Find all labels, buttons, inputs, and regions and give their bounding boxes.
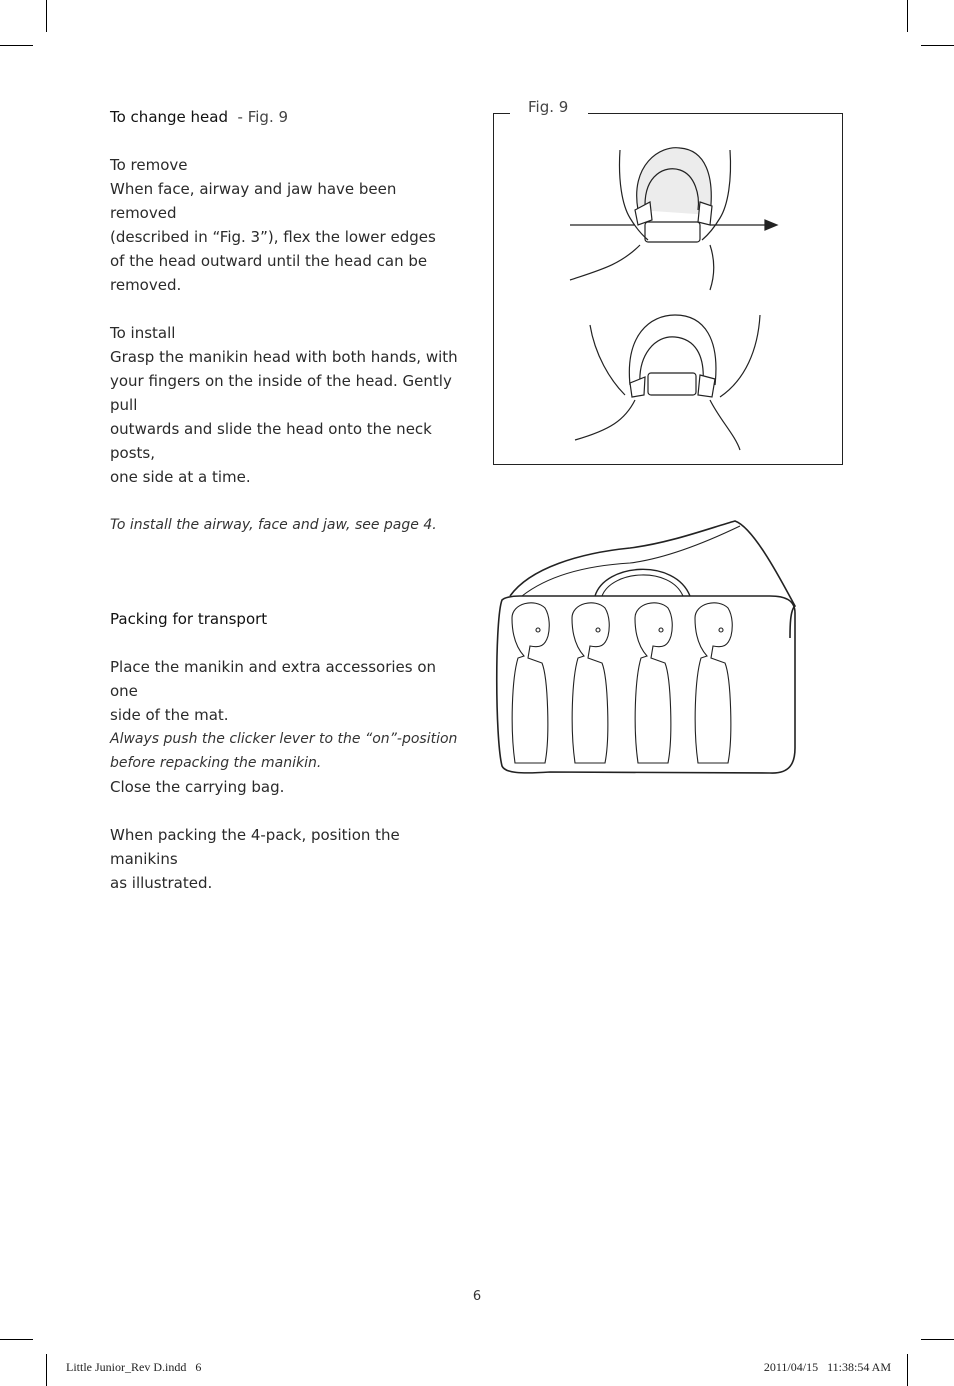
remove-line: of the head outward until the head can be (110, 252, 428, 270)
section-title: To change head (110, 108, 228, 126)
transport-section (110, 607, 460, 895)
transport-heading (110, 607, 460, 631)
transport-title: Packing for transport (110, 610, 268, 628)
crop-mark (0, 45, 33, 46)
transport-line: side of the mat. (110, 706, 229, 724)
pack-line: When packing the 4-pack, position the manikins (110, 826, 400, 868)
remove-line: removed. (110, 276, 182, 294)
install-note: To install the airway, face and jaw, see page 4. (110, 517, 437, 533)
crop-mark (0, 1339, 33, 1340)
crop-mark (907, 1354, 908, 1386)
transport-close-line: Close the carrying bag. (110, 778, 285, 796)
crop-mark (921, 1339, 954, 1340)
change-head-section (110, 105, 460, 537)
transport-line: Place the manikin and extra accessories on one (110, 658, 437, 700)
slug-timestamp: 2011/04/15 11:38:54 AM (763, 1360, 891, 1374)
remove-heading: To remove (110, 156, 188, 174)
pack-line: as illustrated. (110, 874, 213, 892)
transport-italic-line: before repacking the manikin. (110, 755, 322, 771)
four-pack-bag-illustration (490, 518, 802, 780)
head-install-illustration (570, 305, 780, 455)
remove-line: When face, airway and jaw have been removed (110, 180, 397, 222)
remove-line: (described in “Fig. 3”), flex the lower edges (110, 228, 436, 246)
crop-mark (907, 0, 908, 32)
head-removal-illustration (560, 140, 790, 300)
section-heading (110, 105, 460, 129)
figure-label: Fig. 9 (528, 98, 569, 116)
slug-filename: Little Junior_Rev D.indd 6 (66, 1360, 202, 1374)
crop-mark (921, 45, 954, 46)
install-line: outwards and slide the head onto the neck posts, (110, 420, 432, 462)
figure-reference: - Fig. 9 (237, 108, 289, 126)
install-line: one side at a time. (110, 468, 251, 486)
page-number: 6 (472, 1289, 482, 1304)
install-line: your fingers on the inside of the head. Gently pull (110, 372, 452, 414)
transport-italic-line: Always push the clicker lever to the “on”-position (110, 731, 458, 747)
install-heading: To install (110, 324, 176, 342)
crop-mark (46, 1354, 47, 1386)
install-line: Grasp the manikin head with both hands, with (110, 348, 458, 366)
crop-mark (46, 0, 47, 32)
